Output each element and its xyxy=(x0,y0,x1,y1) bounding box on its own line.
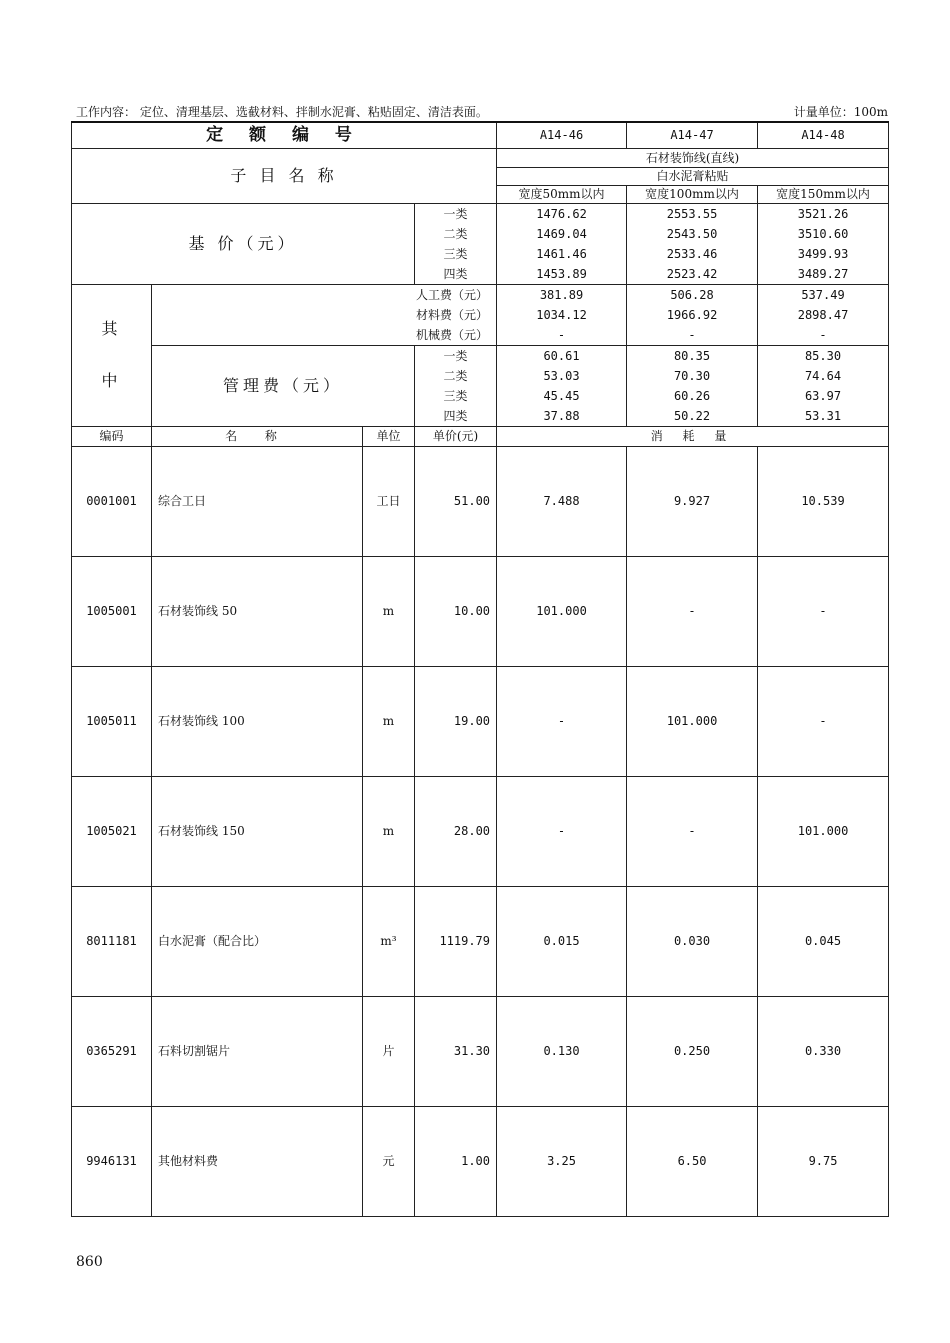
machine-cost: - xyxy=(557,327,566,342)
item-unit: 工日 xyxy=(363,446,415,556)
item-quantity: 0.330 xyxy=(758,996,889,1106)
mgmt-fee: 63.97 xyxy=(804,388,842,403)
class-label: 三类 xyxy=(443,246,468,261)
mgmt-fee: 53.03 xyxy=(543,368,580,383)
item-quantity: 9.75 xyxy=(758,1106,889,1216)
item-quantity: 101.000 xyxy=(758,776,889,886)
item-quantity: 0.130 xyxy=(497,996,627,1106)
mgmt-fee: 45.45 xyxy=(543,388,580,403)
item-name: 石材装饰线 50 xyxy=(152,556,363,666)
item-quantity: - xyxy=(627,776,758,886)
class-label: 二类 xyxy=(443,368,468,383)
quota-code: A14-46 xyxy=(497,122,627,148)
item-code: 1005011 xyxy=(72,666,152,776)
table-row xyxy=(72,666,889,776)
item-price: 28.00 xyxy=(415,776,497,886)
mgmt-fee: 53.31 xyxy=(804,408,842,423)
base-price: 2543.50 xyxy=(666,226,718,241)
item-name: 石材装饰线 150 xyxy=(152,776,363,886)
item-price: 19.00 xyxy=(415,666,497,776)
machine-cost: - xyxy=(819,327,827,342)
mgmt-fee-label: 管理费（元） xyxy=(152,345,415,426)
base-price: 2553.55 xyxy=(666,206,718,221)
table-row xyxy=(72,886,889,996)
cost-component-labels xyxy=(152,284,497,345)
class-label: 四类 xyxy=(443,266,468,281)
item-quantity: 0.250 xyxy=(627,996,758,1106)
group-title: 石材装饰线(直线) xyxy=(497,148,889,167)
cost-component-col xyxy=(758,284,889,345)
item-unit: m xyxy=(363,776,415,886)
mgmt-fee: 85.30 xyxy=(804,348,842,363)
table-row xyxy=(72,556,889,666)
width-spec: 宽度50mm以内 xyxy=(497,185,627,203)
mgmt-fee: 60.26 xyxy=(673,388,711,403)
base-price: 3510.60 xyxy=(797,226,849,241)
table-row xyxy=(72,996,889,1106)
item-quantity: 9.927 xyxy=(627,446,758,556)
mgmt-fee-col xyxy=(497,345,627,426)
item-unit: m xyxy=(363,556,415,666)
quota-table xyxy=(71,121,889,1217)
base-price: 2523.42 xyxy=(666,266,718,281)
item-unit: 元 xyxy=(363,1106,415,1216)
quota-number-label: 定 额 编 号 xyxy=(72,122,497,148)
item-quantity: 0.030 xyxy=(627,886,758,996)
labor-cost: 381.89 xyxy=(539,287,584,302)
page-number: 860 xyxy=(76,1254,103,1270)
item-quantity: - xyxy=(758,556,889,666)
group-subtitle: 白水泥膏粘贴 xyxy=(497,167,889,185)
mgmt-fee: 60.61 xyxy=(543,348,580,363)
mgmt-fee: 37.88 xyxy=(543,408,580,423)
labor-label: 人工费（元） xyxy=(416,287,489,302)
item-unit: m³ xyxy=(363,886,415,996)
item-price: 31.30 xyxy=(415,996,497,1106)
subitem-name-label: 子 目 名 称 xyxy=(72,148,497,203)
zhong-char: 中 xyxy=(101,370,122,390)
material-label: 材料费（元） xyxy=(416,307,489,322)
col-price-header: 单价(元) xyxy=(415,426,497,446)
item-code: 1005021 xyxy=(72,776,152,886)
mgmt-fee-col xyxy=(758,345,889,426)
col-consume-header: 消 耗 量 xyxy=(497,426,889,446)
base-price: 1469.04 xyxy=(536,226,587,241)
class-label: 二类 xyxy=(443,226,468,241)
col-code-header: 编码 xyxy=(72,426,152,446)
material-cost: 1034.12 xyxy=(536,307,587,322)
width-spec: 宽度100mm以内 xyxy=(627,185,758,203)
item-price: 1119.79 xyxy=(415,886,497,996)
item-name: 石料切割锯片 xyxy=(152,996,363,1106)
item-name: 其他材料费 xyxy=(152,1106,363,1216)
material-cost: 1966.92 xyxy=(666,307,718,322)
item-price: 10.00 xyxy=(415,556,497,666)
item-code: 9946131 xyxy=(72,1106,152,1216)
material-cost: 2898.47 xyxy=(797,307,849,322)
machine-label: 机械费（元） xyxy=(416,327,489,342)
measurement-unit: 计量单位：100m xyxy=(793,105,888,119)
col-name-header: 名 称 xyxy=(152,426,363,446)
col-unit-header: 单位 xyxy=(363,426,415,446)
mgmt-fee: 50.22 xyxy=(673,408,711,423)
item-unit: 片 xyxy=(363,996,415,1106)
machine-cost: - xyxy=(688,327,696,342)
item-code: 0001001 xyxy=(72,446,152,556)
mgmt-fee: 74.64 xyxy=(804,368,842,383)
base-price-col xyxy=(497,203,627,284)
base-price-label: 基 价（元） xyxy=(72,203,415,284)
item-quantity: - xyxy=(627,556,758,666)
item-quantity: 7.488 xyxy=(497,446,627,556)
item-quantity: 101.000 xyxy=(627,666,758,776)
among-them-cell xyxy=(72,284,152,426)
item-unit: m xyxy=(363,666,415,776)
quota-code: A14-47 xyxy=(627,122,758,148)
table-row xyxy=(72,446,889,556)
base-price: 3489.27 xyxy=(797,266,849,281)
base-price: 3521.26 xyxy=(797,206,849,221)
qi-char: 其 xyxy=(101,318,122,338)
base-price-col xyxy=(758,203,889,284)
class-label: 一类 xyxy=(443,348,468,363)
labor-cost: 537.49 xyxy=(801,287,845,302)
class-list xyxy=(415,345,497,426)
item-quantity: - xyxy=(497,666,627,776)
class-label: 一类 xyxy=(443,206,468,221)
item-code: 8011181 xyxy=(72,886,152,996)
mgmt-fee-col xyxy=(627,345,758,426)
table-row xyxy=(72,1106,889,1216)
cost-component-col xyxy=(497,284,627,345)
table-row xyxy=(72,776,889,886)
item-quantity: 3.25 xyxy=(497,1106,627,1216)
base-price-col xyxy=(627,203,758,284)
item-quantity: - xyxy=(497,776,627,886)
item-price: 1.00 xyxy=(415,1106,497,1216)
item-quantity: 101.000 xyxy=(497,556,627,666)
item-name: 石材装饰线 100 xyxy=(152,666,363,776)
item-code: 1005001 xyxy=(72,556,152,666)
item-quantity: 0.015 xyxy=(497,886,627,996)
item-name: 白水泥膏（配合比） xyxy=(152,886,363,996)
item-quantity: - xyxy=(758,666,889,776)
width-spec: 宽度150mm以内 xyxy=(758,185,889,203)
base-price: 3499.93 xyxy=(797,246,849,261)
mgmt-fee: 70.30 xyxy=(673,368,711,383)
base-price: 1476.62 xyxy=(536,206,587,221)
work-content: 工作内容： 定位、清理基层、选截材料、拌制水泥膏、粘贴固定、清洁表面。 xyxy=(76,105,488,119)
quota-code: A14-48 xyxy=(758,122,889,148)
item-price: 51.00 xyxy=(415,446,497,556)
item-quantity: 0.045 xyxy=(758,886,889,996)
base-price: 1453.89 xyxy=(536,266,587,281)
item-quantity: 10.539 xyxy=(758,446,889,556)
class-label: 四类 xyxy=(443,408,468,423)
consumption-header-row xyxy=(72,426,889,446)
item-name: 综合工日 xyxy=(152,446,363,556)
base-price: 2533.46 xyxy=(666,246,718,261)
base-price: 1461.46 xyxy=(536,246,587,261)
class-label: 三类 xyxy=(443,388,468,403)
item-quantity: 6.50 xyxy=(627,1106,758,1216)
class-list xyxy=(415,203,497,284)
labor-cost: 506.28 xyxy=(670,287,714,302)
item-code: 0365291 xyxy=(72,996,152,1106)
cost-component-col xyxy=(627,284,758,345)
mgmt-fee: 80.35 xyxy=(673,348,711,363)
